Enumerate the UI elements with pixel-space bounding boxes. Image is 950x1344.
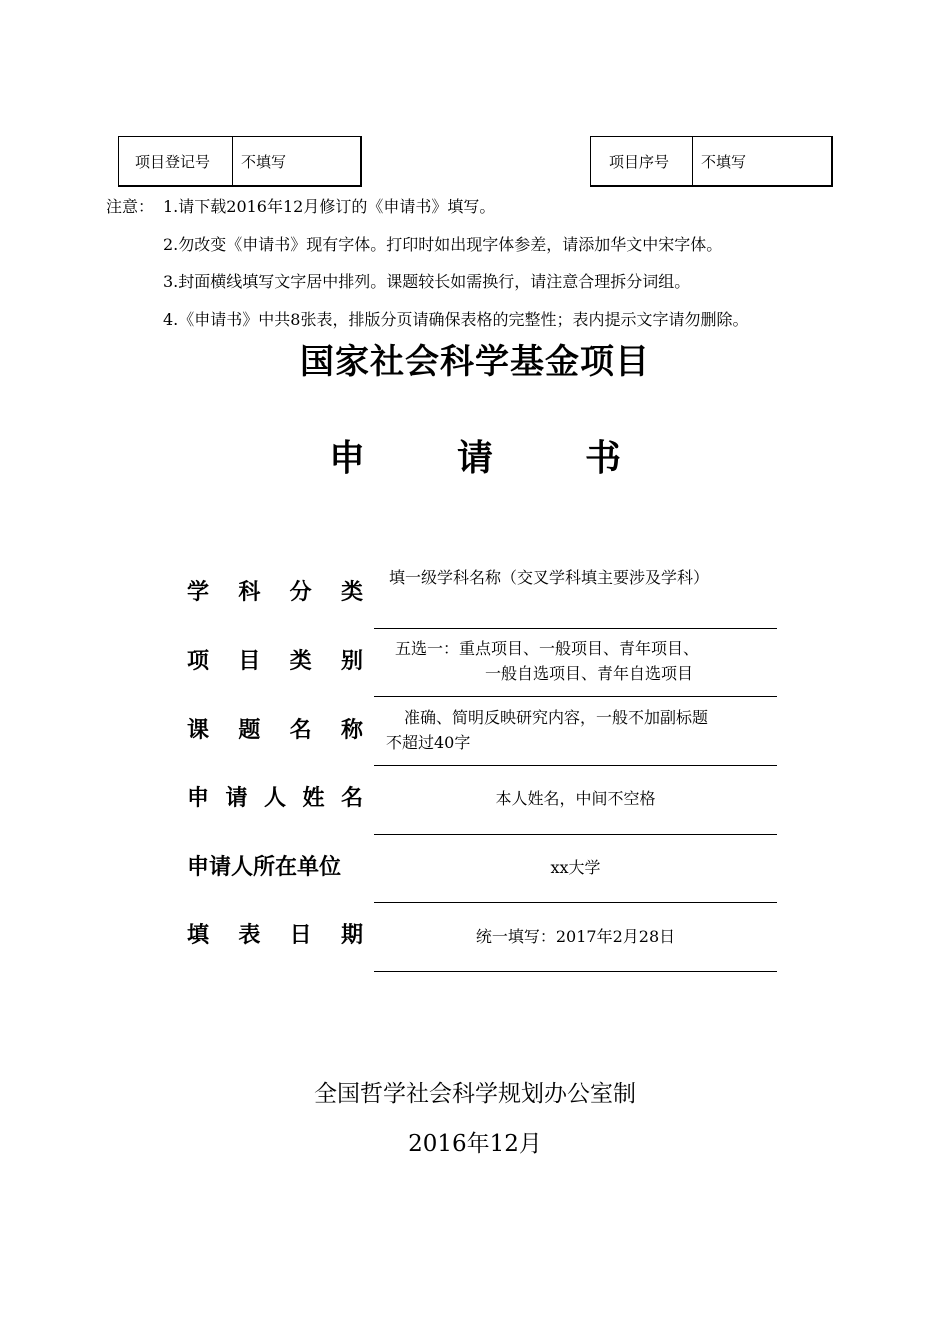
applicant-unit-label: 申请人所在单位	[187, 855, 342, 880]
applicant-name-label: 申 请 人 姓 名	[187, 786, 363, 811]
applicant-name-underline	[374, 834, 777, 835]
subtitle-char: 请	[456, 438, 493, 479]
fill-date-label: 填 表 日 期	[187, 923, 363, 948]
project-category-underline	[374, 696, 777, 697]
discipline-label: 学 科 分 类	[187, 580, 363, 605]
applicant-name-value[interactable]: 本人姓名，中间不空格	[495, 789, 656, 808]
sequence-number-label: 项目序号	[591, 137, 693, 185]
registration-number-box	[118, 136, 362, 187]
notes-heading: 注意：	[106, 197, 155, 216]
project-category-value-line2[interactable]: 一般自选项目、青年自选项目	[485, 664, 694, 683]
fill-date-underline	[374, 971, 777, 972]
footer-organization: 全国哲学社会科学规划办公室制	[314, 1081, 636, 1107]
page-title: 国家社会科学基金项目	[300, 342, 650, 382]
project-title-value-line2[interactable]: 不超过40字	[386, 733, 471, 752]
applicant-unit-underline	[374, 902, 777, 903]
project-category-label: 项 目 类 别	[187, 649, 363, 674]
registration-number-value[interactable]: 不填写	[241, 152, 287, 171]
fill-date-value[interactable]: 统一填写：2017年2月28日	[475, 927, 676, 946]
document-subtitle	[0, 430, 950, 481]
discipline-underline	[374, 628, 777, 629]
sequence-number-value[interactable]: 不填写	[701, 152, 747, 171]
applicant-unit-value[interactable]: xx大学	[550, 858, 601, 877]
footer-date: 2016年12月	[408, 1131, 542, 1157]
project-title-label: 课 题 名 称	[187, 718, 363, 743]
note-item: 3.封面横线填写文字居中排列。课题较长如需换行，请注意合理拆分词组。	[163, 272, 691, 291]
note-item: 2.勿改变《申请书》现有字体。打印时如出现字体参差，请添加华文中宋字体。	[163, 235, 723, 254]
note-item: 4.《申请书》中共8张表，排版分页请确保表格的完整性；表内提示文字请勿删除。	[163, 310, 749, 329]
subtitle-char: 书	[585, 438, 622, 479]
discipline-value[interactable]: 填一级学科名称（交叉学科填主要涉及学科）	[389, 568, 710, 587]
project-title-underline	[374, 765, 777, 766]
note-item: 1.请下载2016年12月修订的《申请书》填写。	[163, 197, 496, 216]
sequence-number-box	[590, 136, 833, 187]
project-title-value[interactable]: 准确、简明反映研究内容，一般不加副标题	[404, 708, 709, 727]
subtitle-char: 申	[328, 438, 365, 479]
project-category-value[interactable]: 五选一：重点项目、一般项目、青年项目、	[395, 639, 700, 658]
registration-number-label: 项目登记号	[119, 137, 233, 185]
